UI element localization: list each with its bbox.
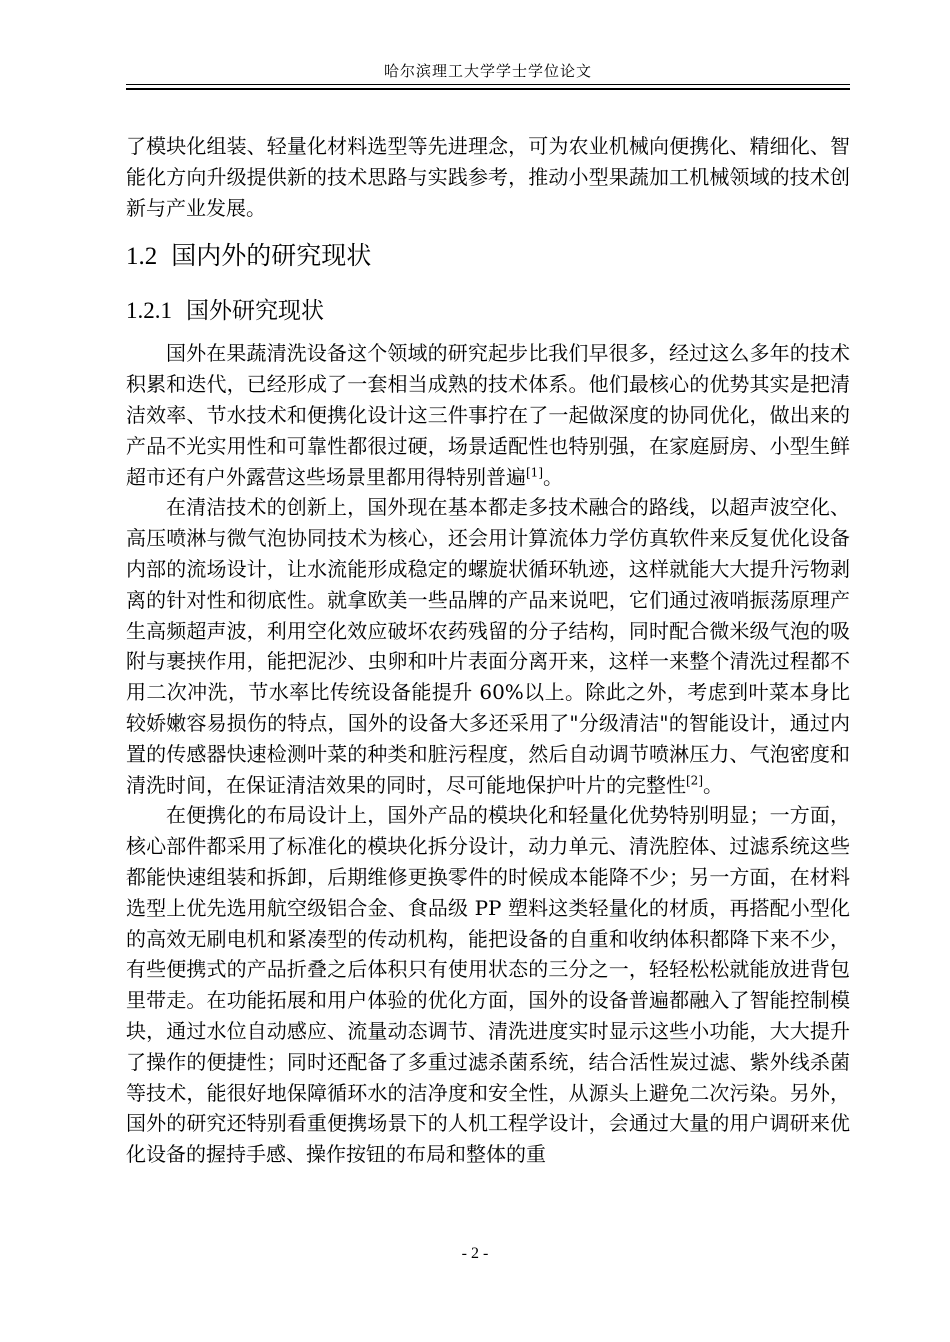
paragraph-3: [126, 800, 850, 1170]
paragraph-tail: 。: [543, 464, 563, 489]
running-header: 哈尔滨理工大学学士学位论文: [383, 62, 592, 80]
paragraph-tail: 。: [703, 772, 723, 797]
paragraph-text: 国外在果蔬清洗设备这个领域的研究起步比我们早很多，经过这么多年的技术积累和迭代，已经形成了一套相当成熟的技术体系。他们最核心的优势其实是把清洁效率、节水技术和便携化设计这三件事拧在了一起做深度的协同优化，做出来的产品不光实用性和可靠性都很过硬，场景适配性也特别强，在家庭厨房、小型生鲜超市还有户外露营这些场景里都用得特别普遍: [126, 341, 850, 489]
citation-ref: [2]: [686, 772, 703, 787]
paragraph-text: 在清洁技术的创新上，国外现在基本都走多技术融合的路线，以超声波空化、高压喷淋与微气泡协同技术为核心，还会用计算流体力学仿真软件来反复优化设备内部的流场设计，让水流能形成稳定的螺旋状循环轨迹，这样就能大大提升污物剥离的针对性和彻底性。就拿欧美一些品牌的产品来说吧，它们通过液哨振荡原理产生高频超声波，利用空化效应破坏农药残留的分子结构，同时配合微米级气泡的吸附与裹挟作用，能把泥沙、虫卵和叶片表面分离开来，这样一来整个清洗过程都不用二次冲洗，节水率比传统设备能提升 60%以上。除此之外，考虑到叶菜本身比较娇嫩容易损伤的特点，国外的设备大多还采用了"分级清洁"的智能设计，通过内置的传感器快速检测叶菜的种类和脏污程度，然后自动调节喷淋压力、气泡密度和清洗时间，在保证清洁效果的同时，尽可能地保护叶片的完整性: [126, 495, 850, 797]
section-title: 国内外的研究现状: [171, 241, 372, 271]
subsection-number: 1.2.1: [126, 298, 172, 324]
page-number: - 2 -: [461, 1245, 489, 1262]
page-body: [126, 131, 850, 1170]
carryover-paragraph: 了模块化组装、轻量化材料选型等先进理念，可为农业机械向便携化、精细化、智能化方向升级提供新的技术思路与实践参考，推动小型果蔬加工机械领域的技术创新与产业发展。: [126, 134, 850, 220]
paragraph-2: [126, 492, 850, 800]
header-rule-thick: [126, 88, 850, 90]
section-number: 1.2: [126, 243, 158, 271]
paragraph-1: [126, 338, 850, 492]
section-heading: [126, 237, 850, 276]
citation-ref: [1]: [526, 464, 543, 479]
header-rule-thin: [126, 84, 850, 85]
subsection-heading: [126, 294, 850, 328]
subsection-title: 国外研究现状: [186, 298, 324, 325]
paragraph-text: 在便携化的布局设计上，国外产品的模块化和轻量化优势特别明显；一方面，核心部件都采用了标准化的模块化拆分设计，动力单元、清洗腔体、过滤系统这些都能快速组装和拆卸，后期维修更换零件的时候成本能降不少；另一方面，在材料选型上优先选用航空级铝合金、食品级 PP 塑料这类轻量化的材质，再搭配小型化的高效无刷电机和紧凑型的传动机构，能把设备的自重和收纳体积都降下来不少，有些便携式的产品折叠之后体积只有使用状态的三分之一，轻轻松松就能放进背包里带走。在功能拓展和用户体验的优化方面，国外的设备普遍都融入了智能控制模块，通过水位自动感应、流量动态调节、清洗进度实时显示这些小功能，大大提升了操作的便捷性；同时还配备了多重过滤杀菌系统，结合活性炭过滤、紫外线杀菌等技术，能很好地保障循环水的洁净度和安全性，从源头上避免二次污染。另外，国外的研究还特别看重便携场景下的人机工程学设计，会通过大量的用户调研来优化设备的握持手感、操作按钮的布局和整体的重: [126, 803, 850, 1167]
